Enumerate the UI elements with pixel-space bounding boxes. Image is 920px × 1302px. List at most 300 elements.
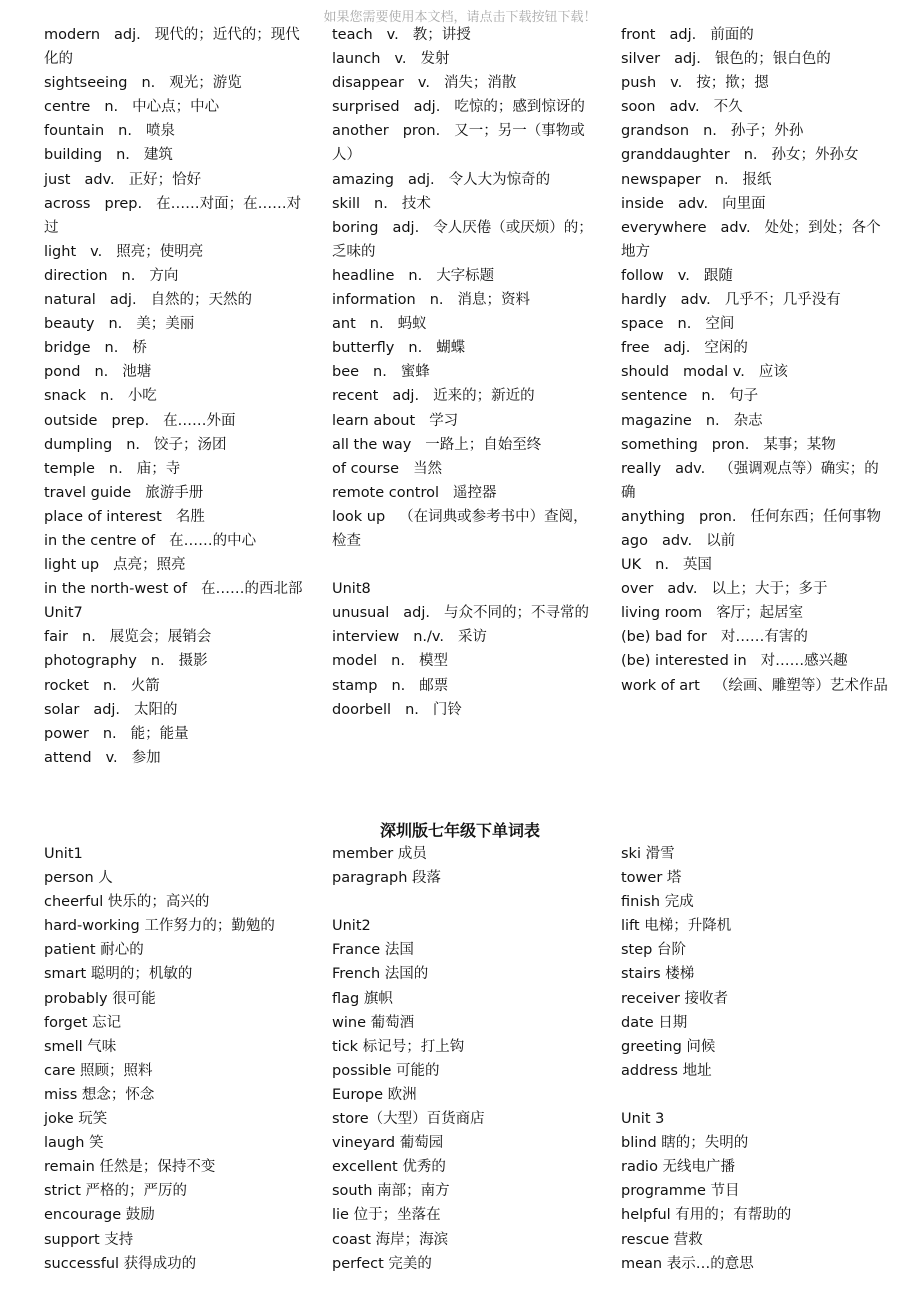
vocab-entry (44, 192, 312, 240)
vocab-meaning: 美；美丽 (136, 316, 195, 333)
vocab-entry (44, 23, 312, 71)
vocab-meaning: 桥 (132, 340, 147, 357)
part-of-speech: n. (373, 364, 387, 381)
vocab-entry: probably 很可能 (44, 990, 156, 1007)
vocab-word: push (621, 75, 657, 92)
vocab-word: model (332, 653, 378, 670)
vocab-entry (621, 264, 889, 288)
blank-line (332, 553, 600, 577)
vocab-entry (44, 336, 312, 360)
part-of-speech: adj. (407, 171, 435, 188)
vocab-meaning: 蚂蚁 (397, 316, 427, 333)
vocab-entry (44, 625, 312, 649)
part-of-speech: n./v. (413, 629, 444, 646)
vocab-entry (332, 457, 600, 481)
part-of-speech: v. (386, 27, 399, 43)
section2-column-1 (44, 842, 312, 1276)
part-of-speech: adj. (413, 99, 441, 116)
vocab-word: free (621, 340, 650, 357)
vocab-meaning: 向里面 (722, 195, 766, 212)
vocab-word: unusual (332, 605, 390, 622)
vocab-word: everywhere (621, 219, 707, 236)
part-of-speech: adv. (720, 219, 751, 236)
part-of-speech: n. (408, 340, 423, 357)
vocab-word: butterfly (332, 340, 395, 357)
part-of-speech: n. (705, 412, 720, 429)
vocab-meaning: 建筑 (143, 147, 173, 164)
vocab-entry (332, 384, 600, 408)
vocab-entry: successful 获得成功的 (44, 1255, 197, 1272)
part-of-speech: n. (655, 557, 669, 574)
vocab-meaning: 又一；另一（事物或人） (332, 123, 585, 164)
vocab-meaning: 当然 (413, 460, 443, 477)
vocab-entry: greeting 问候 (621, 1038, 716, 1055)
vocab-entry (44, 360, 312, 384)
vocab-meaning: 展览会；展销会 (109, 629, 212, 646)
vocab-entry: stairs 楼梯 (621, 966, 695, 983)
vocab-meaning: 点亮；照亮 (113, 557, 186, 574)
vocab-word: UK (621, 557, 642, 574)
unit-heading (332, 577, 600, 601)
vocab-entry: perfect 完美的 (332, 1255, 432, 1272)
vocab-entry (621, 312, 889, 336)
vocab-word: travel guide (44, 484, 132, 501)
vocab-entry (44, 264, 312, 288)
vocab-entry: step 台阶 (621, 942, 686, 959)
vocab-meaning: 喷泉 (145, 123, 175, 140)
part-of-speech: pron. (698, 508, 737, 525)
vocab-entry (621, 143, 889, 167)
vocab-word: sightseeing (44, 75, 128, 92)
vocab-meaning: 邮票 (419, 677, 449, 694)
vocab-entry: paragraph 段落 (332, 870, 441, 887)
part-of-speech: n. (118, 123, 132, 140)
vocab-entry (332, 433, 600, 457)
vocab-meaning: 技术 (401, 195, 431, 212)
vocab-entry: blind 瞎的；失明的 (621, 1135, 749, 1152)
vocab-meaning: 中心点；中心 (132, 99, 220, 116)
vocab-word: surprised (332, 99, 400, 116)
vocab-entry (332, 649, 600, 673)
vocab-word: all the way (332, 436, 412, 453)
vocab-word: snack (44, 388, 86, 405)
part-of-speech: adv. (677, 195, 709, 212)
blank-line (621, 1083, 889, 1107)
vocab-word: hardly (621, 292, 667, 309)
vocab-entry (621, 216, 889, 264)
vocab-meaning: 令人大为惊奇的 (448, 171, 551, 188)
vocab-meaning: 应该 (758, 364, 788, 381)
vocab-word: bridge (44, 340, 91, 357)
vocab-entry (332, 71, 600, 95)
part-of-speech: n. (405, 701, 419, 718)
vocab-entry (44, 481, 312, 505)
vocab-entry: miss 想念；怀念 (44, 1086, 155, 1103)
vocab-meaning: 句子 (729, 388, 759, 405)
vocab-meaning: 空间 (705, 316, 735, 333)
vocab-word: dumpling (44, 436, 113, 453)
part-of-speech: adj. (674, 51, 701, 68)
vocab-entry: radio 无线电广播 (621, 1159, 736, 1176)
part-of-speech: n. (104, 99, 119, 116)
section2-column-2 (332, 842, 600, 1276)
vocab-word: grandson (621, 123, 690, 140)
vocab-entry: south 南部；南方 (332, 1183, 450, 1200)
unit-heading: Unit1 (44, 846, 83, 862)
vocab-meaning: （在词典或参考书中）查阅，检查 (332, 508, 588, 549)
vocab-entry: excellent 优秀的 (332, 1159, 446, 1176)
vocab-meaning: 吃惊的；感到惊讶的 (454, 99, 585, 116)
vocab-entry (332, 409, 600, 433)
vocab-entry (44, 674, 312, 698)
vocab-entry: finish 完成 (621, 894, 694, 911)
vocab-word: ant (332, 316, 356, 333)
vocab-entry (621, 577, 889, 601)
vocab-entry: tick 标记号；打上钩 (332, 1038, 465, 1055)
vocab-word: rocket (44, 677, 89, 694)
vocab-word: recent (332, 388, 379, 405)
part-of-speech: adv. (667, 581, 698, 598)
vocab-word: temple (44, 460, 95, 477)
vocab-entry (44, 95, 312, 119)
vocab-meaning: 能；能量 (130, 725, 189, 742)
vocab-word: modern (44, 27, 101, 43)
blank-line (332, 890, 600, 914)
vocab-word: follow (621, 267, 664, 284)
vocab-entry (44, 143, 312, 167)
vocab-entry (332, 95, 600, 119)
vocab-word: amazing (332, 171, 394, 188)
part-of-speech: v. (394, 51, 407, 68)
vocab-word: Unit7 (44, 605, 83, 622)
vocab-meaning: 以前 (706, 532, 736, 549)
vocab-entry (621, 192, 889, 216)
section1-column-3 (621, 23, 889, 698)
part-of-speech: adj. (392, 388, 420, 405)
vocab-entry (44, 240, 312, 264)
part-of-speech: n. (703, 123, 717, 140)
vocab-entry: programme 节目 (621, 1183, 740, 1200)
part-of-speech: n. (743, 147, 758, 164)
vocab-meaning: 采访 (457, 629, 487, 646)
vocab-meaning: 以上；大于；多于 (711, 581, 828, 598)
vocab-word: teach (332, 27, 373, 43)
vocab-entry: flag 旗帜 (332, 990, 393, 1007)
vocab-entry: encourage 鼓励 (44, 1207, 155, 1224)
vocab-entry: smell 气味 (44, 1038, 117, 1055)
vocab-entry (44, 433, 312, 457)
part-of-speech: adj. (114, 27, 141, 43)
vocab-meaning: 学习 (429, 412, 459, 429)
vocab-word: launch (332, 51, 381, 68)
vocab-meaning: 庙；寺 (136, 460, 181, 477)
vocab-entry (621, 288, 889, 312)
vocab-meaning: 名胜 (175, 508, 205, 525)
vocab-entry: helpful 有用的；有帮助的 (621, 1207, 792, 1224)
vocab-entry: date 日期 (621, 1014, 688, 1031)
vocab-meaning: 现代的；近代的；现代化的 (44, 27, 300, 68)
vocab-entry (332, 505, 600, 553)
vocab-word: direction (44, 267, 108, 284)
vocab-entry: possible 可能的 (332, 1062, 440, 1079)
part-of-speech: n. (121, 267, 136, 284)
vocab-meaning: 某事；某物 (763, 436, 836, 453)
vocab-meaning: 跟随 (703, 267, 733, 284)
vocab-word: really (621, 460, 662, 477)
vocab-meaning: 按；揿；摁 (696, 75, 769, 92)
vocab-entry (332, 360, 600, 384)
vocab-word: over (621, 581, 654, 598)
vocab-meaning: 观光；游览 (169, 75, 242, 92)
part-of-speech: adv. (675, 460, 706, 477)
vocab-word: newspaper (621, 171, 701, 188)
vocab-word: light (44, 243, 77, 260)
vocab-word: remote control (332, 484, 440, 501)
vocab-entry: address 地址 (621, 1062, 712, 1079)
vocab-word: outside (44, 412, 98, 429)
vocab-entry (621, 119, 889, 143)
vocab-meaning: 任何东西；任何事物 (750, 508, 881, 525)
vocab-entry (621, 360, 889, 384)
vocab-word: centre (44, 99, 91, 116)
vocab-word: learn about (332, 412, 416, 429)
part-of-speech: n. (108, 316, 123, 333)
vocab-entry: member 成员 (332, 846, 427, 862)
vocab-meaning: 自然的；天然的 (150, 292, 253, 309)
vocab-meaning: 火箭 (130, 677, 160, 694)
vocab-entry: laugh 笑 (44, 1135, 104, 1152)
word-list-title: 深圳版七年级下单词表 (379, 821, 540, 840)
vocab-entry (621, 505, 889, 529)
unit-heading: Unit2 (332, 918, 371, 935)
vocab-meaning: 饺子；汤团 (154, 436, 227, 453)
vocab-entry (44, 168, 312, 192)
vocab-entry: patient 耐心的 (44, 942, 144, 959)
vocab-word: anything (621, 508, 685, 525)
vocab-meaning: 不久 (713, 99, 743, 116)
part-of-speech: v. (90, 243, 103, 260)
vocab-entry (621, 601, 889, 625)
vocab-entry (332, 312, 600, 336)
vocab-word: ago (621, 532, 648, 549)
vocab-meaning: 客厅；起居室 (716, 605, 804, 622)
part-of-speech: adj. (109, 292, 137, 309)
vocab-meaning: 近来的；新近的 (433, 388, 535, 405)
vocab-entry: smart 聪明的；机敏的 (44, 966, 193, 983)
vocab-word: bee (332, 364, 360, 381)
vocab-entry (621, 529, 889, 553)
vocab-meaning: 报纸 (742, 171, 772, 188)
vocab-entry (332, 23, 600, 47)
part-of-speech: n. (100, 388, 114, 405)
vocab-meaning: 在……对面；在……对过 (44, 195, 302, 236)
part-of-speech: n. (108, 460, 123, 477)
vocab-entry: tower 塔 (621, 870, 682, 887)
vocab-meaning: 门铃 (432, 701, 462, 718)
vocab-word: should (621, 364, 670, 381)
vocab-meaning: 在……的西北部 (200, 581, 303, 598)
vocab-entry: coast 海岸；海滨 (332, 1231, 449, 1248)
vocab-entry (44, 722, 312, 746)
vocab-word: disappear (332, 75, 404, 92)
vocab-entry (44, 577, 312, 601)
vocab-entry (621, 433, 889, 457)
vocab-entry (332, 288, 600, 312)
vocab-entry (44, 384, 312, 408)
vocab-word: photography (44, 653, 137, 670)
vocab-entry: care 照顾；照料 (44, 1062, 153, 1079)
vocab-entry: cheerful 快乐的；高兴的 (44, 894, 210, 911)
vocab-entry (332, 192, 600, 216)
vocab-meaning: 蜜蜂 (400, 364, 430, 381)
vocab-word: across (44, 195, 91, 212)
vocab-entry (332, 216, 600, 264)
part-of-speech: adj. (669, 27, 697, 43)
vocab-meaning: 摄影 (178, 653, 208, 670)
vocab-meaning: 对……有害的 (720, 629, 808, 646)
vocab-entry (44, 457, 312, 481)
vocab-entry (621, 649, 889, 673)
vocab-entry (44, 505, 312, 529)
part-of-speech: adj. (663, 340, 691, 357)
vocab-word: interview (332, 629, 400, 646)
vocab-meaning: 与众不同的；不寻常的 (443, 605, 589, 622)
vocab-word: another (332, 123, 389, 140)
vocab-entry (621, 168, 889, 192)
vocab-word: front (621, 27, 656, 43)
vocab-word: boring (332, 219, 379, 236)
vocab-meaning: 英国 (682, 557, 712, 574)
vocab-entry (44, 529, 312, 553)
vocab-entry (621, 409, 889, 433)
part-of-speech: prep. (111, 412, 150, 429)
part-of-speech: v. (105, 749, 118, 766)
vocab-entry (332, 264, 600, 288)
part-of-speech: n. (141, 75, 156, 92)
vocab-meaning: 小吃 (127, 388, 157, 405)
vocab-word: sentence (621, 388, 688, 405)
section2-column-3 (621, 842, 889, 1276)
part-of-speech: prep. (104, 195, 143, 212)
vocab-word: headline (332, 267, 395, 284)
part-of-speech: n. (391, 653, 405, 670)
vocab-entry: rescue 营救 (621, 1231, 703, 1248)
vocab-word: just (44, 171, 71, 188)
vocab-entry (332, 47, 600, 71)
part-of-speech: n. (369, 316, 384, 333)
vocab-entry: French 法国的 (332, 966, 429, 983)
vocab-word: silver (621, 51, 661, 68)
vocab-meaning: 令人厌倦（或厌烦）的；乏味的 (332, 219, 593, 260)
download-banner: 如果您需要使用本文档，请点击下载按钮下载！ (323, 10, 597, 25)
part-of-speech: adv. (84, 171, 115, 188)
vocab-word: stamp (332, 677, 378, 694)
vocab-meaning: 孙子；外孙 (730, 123, 804, 140)
vocab-meaning: 杂志 (733, 412, 763, 429)
vocab-word: inside (621, 195, 664, 212)
vocab-entry: store（大型）百货商店 (332, 1111, 485, 1128)
vocab-word: attend (44, 749, 92, 766)
vocab-entry (332, 625, 600, 649)
vocab-meaning: 发射 (420, 51, 450, 68)
vocab-entry: mean 表示…的意思 (621, 1255, 754, 1272)
vocab-entry (332, 336, 600, 360)
part-of-speech: n. (81, 629, 96, 646)
vocab-word: something (621, 436, 698, 453)
vocab-word: beauty (44, 316, 95, 333)
vocab-entry: vineyard 葡萄园 (332, 1135, 444, 1152)
vocab-word: soon (621, 99, 656, 116)
vocab-entry (44, 312, 312, 336)
vocab-entry: lie 位于；坐落在 (332, 1207, 441, 1224)
vocab-meaning: 方向 (149, 267, 179, 284)
part-of-speech: n. (429, 292, 444, 309)
vocab-word: natural (44, 292, 96, 309)
part-of-speech: n. (701, 388, 716, 405)
vocab-entry: person 人 (44, 870, 113, 887)
vocab-word: space (621, 316, 664, 333)
vocab-meaning: 消失；消散 (443, 75, 517, 92)
vocab-word: pond (44, 364, 81, 381)
vocab-word: fair (44, 629, 68, 646)
vocab-meaning: 池塘 (122, 364, 152, 381)
vocab-entry (332, 481, 600, 505)
section1-column-2 (332, 23, 600, 722)
vocab-meaning: （强调观点等）确实；的确 (621, 460, 879, 501)
part-of-speech: n. (104, 340, 119, 357)
part-of-speech: adj. (392, 219, 420, 236)
vocab-entry (44, 698, 312, 722)
vocab-entry (44, 409, 312, 433)
vocab-meaning: 蝴蝶 (436, 340, 466, 357)
vocab-entry (621, 674, 889, 698)
vocab-entry (44, 746, 312, 770)
part-of-speech: pron. (402, 123, 441, 140)
vocab-meaning: 在……外面 (163, 412, 236, 429)
vocab-word: building (44, 147, 103, 164)
vocab-entry (44, 553, 312, 577)
vocab-meaning: 在……的中心 (169, 532, 257, 549)
vocab-entry: forget 忘记 (44, 1014, 122, 1031)
vocab-entry (44, 288, 312, 312)
vocab-entry: hard-working 工作努力的；勤勉的 (44, 918, 275, 935)
part-of-speech: v. (670, 75, 683, 92)
part-of-speech: pron. (711, 436, 750, 453)
vocab-word: in the north-west of (44, 581, 187, 598)
vocab-word: skill (332, 195, 361, 212)
vocab-meaning: 几乎不；几乎没有 (724, 292, 841, 309)
vocab-entry (621, 95, 889, 119)
vocab-meaning: 模型 (418, 653, 448, 670)
vocab-meaning: 大字标题 (436, 267, 495, 284)
part-of-speech: n. (126, 436, 140, 453)
vocab-entry (621, 384, 889, 408)
vocab-word: light up (44, 557, 100, 574)
vocab-meaning: 一路上；自始至终 (425, 436, 542, 453)
vocab-word: (be) interested in (621, 653, 747, 670)
vocab-meaning: 太阳的 (134, 701, 178, 718)
part-of-speech: v. (417, 75, 430, 92)
vocab-meaning: 旅游手册 (145, 484, 204, 501)
vocab-meaning: 孙女；外孙女 (771, 147, 859, 164)
vocab-entry (44, 649, 312, 673)
vocab-entry: strict 严格的；严厉的 (44, 1183, 187, 1200)
vocab-entry (44, 71, 312, 95)
vocab-word: in the centre of (44, 532, 156, 549)
vocab-entry (621, 625, 889, 649)
vocab-meaning: （绘画、雕塑等）艺术作品 (713, 677, 888, 694)
part-of-speech: n. (391, 677, 406, 694)
